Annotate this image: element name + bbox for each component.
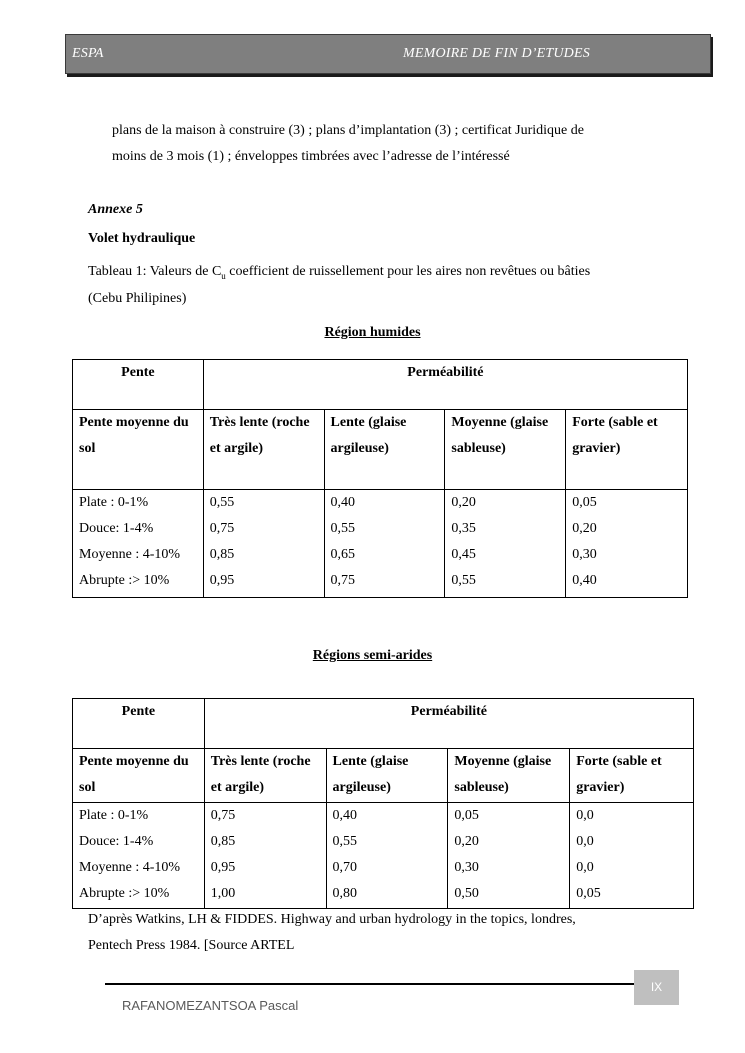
slope-abrupte: Abrupte :> 10%	[79, 886, 170, 901]
values-tres-lente	[203, 490, 324, 598]
slope-plate: Plate : 0-1%	[79, 495, 149, 510]
value: 0,45	[451, 547, 476, 562]
slope-cell	[73, 490, 204, 598]
section-title: Volet hydraulique	[88, 231, 196, 246]
value: 0,75	[209, 521, 235, 536]
header-tres-lente: Très lente (roche et argile)	[203, 410, 324, 490]
caption-before: Tableau 1: Valeurs de C	[88, 264, 222, 279]
header-moyenne: Moyenne (glaise sableuse)	[448, 749, 570, 803]
value: 0,95	[210, 860, 236, 875]
header-school: ESPA	[72, 46, 104, 61]
slope-abrupte: Abrupte :> 10%	[79, 573, 170, 588]
value: 0,20	[454, 834, 479, 849]
source-line-2: Pentech Press 1984. [Source ARTEL	[88, 938, 295, 953]
value: 0,55	[209, 495, 235, 510]
value: 0,85	[210, 834, 236, 849]
header-doc-title: MEMOIRE DE FIN D’ETUDES	[403, 46, 590, 61]
table-row	[73, 803, 694, 909]
header-forte: Forte (sable et gravier)	[570, 749, 694, 803]
value: 0,55	[330, 521, 356, 536]
value: 0,55	[451, 573, 476, 588]
table1-title: Région humides	[324, 325, 421, 340]
caption-after: coefficient de ruissellement pour les aires non revêtues ou bâties	[225, 264, 591, 279]
value: 0,30	[454, 860, 479, 875]
value: 0,20	[572, 521, 597, 536]
slope-cell	[73, 803, 205, 909]
slope-moyenne: Moyenne : 4-10%	[79, 860, 181, 875]
table-caption-line-2: (Cebu Philipines)	[88, 291, 187, 306]
footer-divider	[105, 983, 634, 985]
values-moyenne	[445, 490, 566, 598]
value: 0,35	[451, 521, 476, 536]
table-row	[73, 360, 688, 410]
caption-subscript: u	[221, 270, 226, 281]
table-row	[73, 490, 688, 598]
header-permeabilite: Perméabilité	[204, 699, 693, 749]
intro-line-1: plans de la maison à construire (3) ; plans d’implantation (3) ; certificat Juridique de	[112, 123, 584, 138]
value: 0,0	[576, 834, 594, 849]
value: 0,40	[332, 808, 358, 823]
table-humid-regions	[72, 359, 688, 598]
annexe-title: Annexe 5	[88, 202, 143, 217]
intro-line-2: moins de 3 mois (1) ; énveloppes timbrées avec l’adresse de l’intéressé	[112, 149, 510, 164]
table-row	[73, 410, 688, 490]
table2-title: Régions semi-arides	[312, 648, 433, 663]
values-tres-lente	[204, 803, 326, 909]
value: 0,30	[572, 547, 597, 562]
value: 0,40	[572, 573, 597, 588]
value: 0,50	[454, 886, 479, 901]
header-pente-moyenne: Pente moyenne du sol	[73, 410, 204, 490]
values-moyenne	[448, 803, 570, 909]
header-permeabilite: Perméabilité	[203, 360, 687, 410]
value: 0,75	[210, 808, 236, 823]
page-header	[65, 34, 711, 74]
slope-douce: Douce: 1-4%	[79, 521, 154, 536]
value: 0,85	[209, 547, 235, 562]
value: 0,95	[209, 573, 235, 588]
value: 0,20	[451, 495, 476, 510]
values-forte	[566, 490, 688, 598]
slope-plate: Plate : 0-1%	[79, 808, 149, 823]
source-line-1: D’après Watkins, LH & FIDDES. Highway and urban hydrology in the topics, londres,	[88, 912, 576, 927]
header-pente-moyenne: Pente moyenne du sol	[73, 749, 205, 803]
slope-douce: Douce: 1-4%	[79, 834, 154, 849]
values-lente	[326, 803, 448, 909]
header-pente: Pente	[73, 360, 204, 410]
value: 0,40	[330, 495, 356, 510]
page-number: IX	[634, 970, 679, 1005]
header-lente: Lente (glaise argileuse)	[326, 749, 448, 803]
values-lente	[324, 490, 445, 598]
header-forte: Forte (sable et gravier)	[566, 410, 688, 490]
value: 0,0	[576, 860, 594, 875]
value: 0,65	[330, 547, 356, 562]
value: 0,05	[454, 808, 479, 823]
value: 0,80	[332, 886, 358, 901]
value: 0,0	[576, 808, 594, 823]
footer-author: RAFANOMEZANTSOA Pascal	[122, 998, 299, 1013]
values-forte	[570, 803, 694, 909]
table-semi-arid-regions	[72, 698, 694, 909]
value: 1,00	[210, 886, 236, 901]
header-pente: Pente	[73, 699, 205, 749]
table-row	[73, 699, 694, 749]
header-tres-lente: Très lente (roche et argile)	[204, 749, 326, 803]
value: 0,05	[572, 495, 597, 510]
header-moyenne: Moyenne (glaise sableuse)	[445, 410, 566, 490]
value: 0,70	[332, 860, 358, 875]
value: 0,75	[330, 573, 356, 588]
value: 0,05	[576, 886, 601, 901]
slope-moyenne: Moyenne : 4-10%	[79, 547, 181, 562]
value: 0,55	[332, 834, 358, 849]
table-row	[73, 749, 694, 803]
table-caption-line-1	[88, 259, 655, 289]
header-lente: Lente (glaise argileuse)	[324, 410, 445, 490]
